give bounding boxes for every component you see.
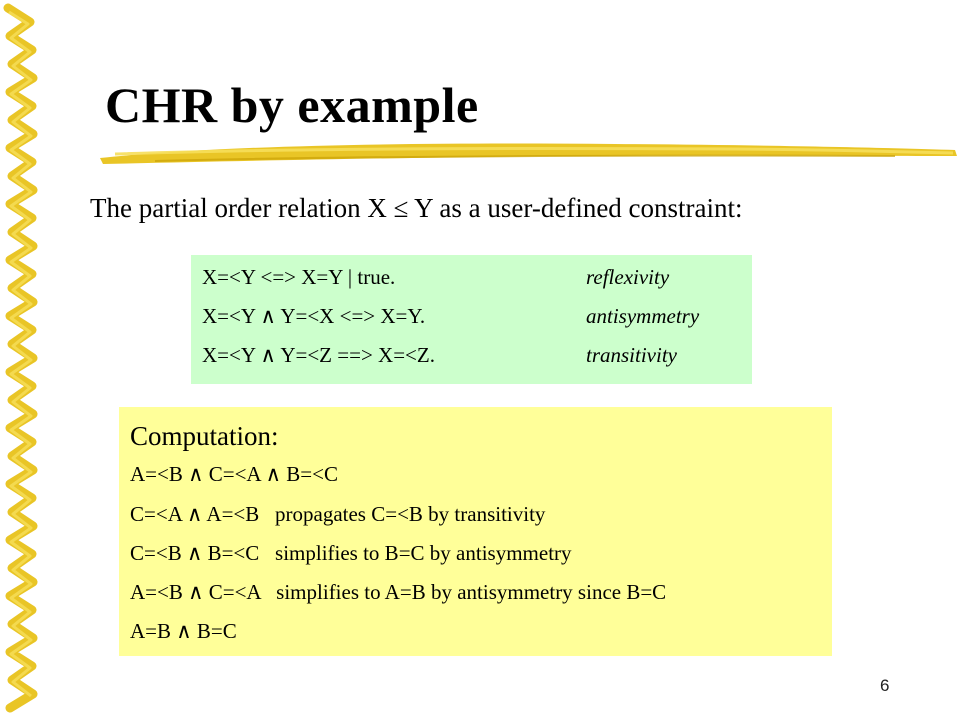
title-underline-stroke	[95, 128, 960, 170]
rule-antisymmetry-note: antisymmetry	[586, 304, 700, 328]
page-number: 6	[880, 676, 890, 695]
rule-reflexivity-note: reflexivity	[586, 265, 670, 289]
computation-box	[119, 407, 832, 656]
decorative-zigzag-stroke	[0, 0, 60, 720]
computation-title: Computation:	[130, 421, 279, 451]
intro-text: The partial order relation X ≤ Y as a user-defined constraint:	[90, 193, 743, 223]
rule-antisymmetry-code: X=<Y ∧ Y=<X <=> X=Y.	[202, 304, 426, 328]
computation-line: C=<A ∧ A=<B propagates C=<B by transitivity	[130, 502, 546, 526]
computation-line: A=<B ∧ C=<A ∧ B=<C	[130, 462, 339, 486]
slide-title: CHR by example	[105, 77, 479, 133]
chr-rules-box	[191, 255, 752, 384]
rule-transitivity-code: X=<Y ∧ Y=<Z ==> X=<Z.	[202, 343, 435, 367]
computation-line: A=B ∧ B=C	[130, 619, 237, 643]
rule-transitivity-note: transitivity	[586, 343, 677, 367]
computation-line: A=<B ∧ C=<A simplifies to A=B by antisymmetry since B=C	[130, 580, 667, 604]
rule-reflexivity-code: X=<Y <=> X=Y | true.	[202, 265, 396, 289]
computation-line: C=<B ∧ B=<C simplifies to B=C by antisymmetry	[130, 541, 572, 565]
